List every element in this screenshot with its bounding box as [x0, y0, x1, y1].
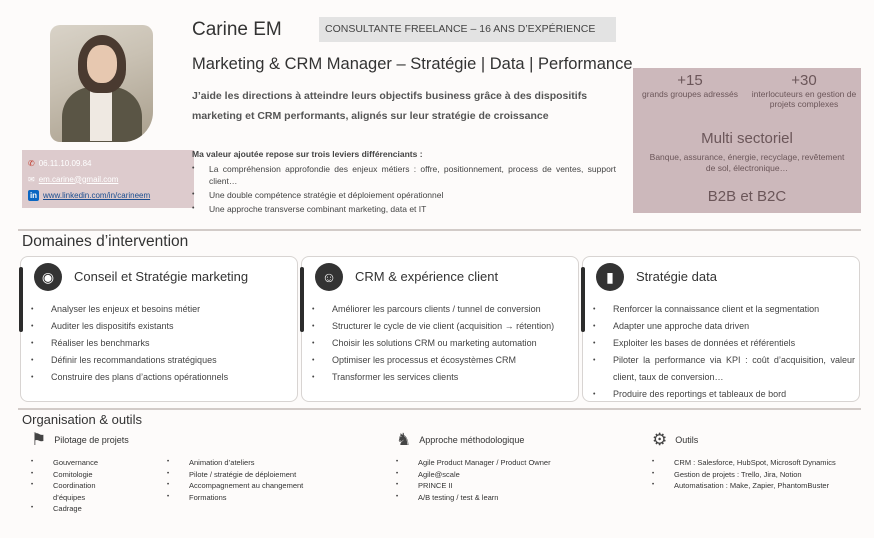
list-item: • Accompagnement au changement — [167, 480, 303, 492]
stat-contacts-number: +30 — [791, 72, 817, 89]
approche-title: Approche méthodologique — [419, 435, 525, 445]
value-item: • La compréhension approfondie des enjeux métiers : offre, positionnement, process de ventes, support client… — [192, 163, 616, 187]
list-item: • Agile@scale — [396, 469, 551, 481]
list-item: • PRINCE II — [396, 480, 551, 492]
approche-list — [396, 457, 551, 503]
experience-badge: CONSULTANTE FREELANCE – 16 ANS D’EXPÉRIENCE — [319, 17, 616, 42]
list-item: • Coordination d’équipes — [31, 480, 127, 503]
phone-number[interactable]: 06.11.10.09.84 — [38, 158, 92, 168]
profile-role: Marketing & CRM Manager – Stratégie | Data | Performance — [192, 55, 633, 73]
list-item: • Réaliser les benchmarks — [31, 335, 228, 352]
pilotage-section — [31, 430, 303, 515]
email-link[interactable]: em.carine@gmail.com — [38, 174, 119, 184]
list-item: • Agile Product Manager / Product Owner — [396, 457, 551, 469]
list-item: • Gestion de projets : Trello, Jira, Notion — [652, 469, 836, 481]
gear-icon: ⚙ — [652, 430, 668, 449]
list-item: • Renforcer la connaissance client et la segmentation — [593, 301, 855, 318]
card-title: Conseil et Stratégie marketing — [74, 269, 249, 284]
list-item: • Cadrage — [31, 503, 127, 515]
card-title: CRM & expérience client — [355, 269, 499, 284]
card-list — [312, 301, 574, 386]
list-item: • Transformer les services clients — [312, 369, 574, 386]
list-item: • Animation d’ateliers — [167, 457, 303, 469]
user-icon: ☺ — [315, 263, 343, 291]
presentation-icon: ⚑ — [31, 430, 47, 449]
linkedin-icon: in — [29, 190, 38, 200]
list-item: • A/B testing / test & learn — [396, 492, 551, 504]
list-item: • Formations — [167, 492, 303, 504]
bar-chart-icon: ▮ — [596, 263, 624, 291]
outils-list — [652, 457, 836, 492]
card-list — [593, 301, 855, 403]
card-strategie-data — [582, 256, 860, 402]
outils-section — [652, 430, 836, 492]
team-icon: ♞ — [396, 430, 412, 449]
list-item: • Choisir les solutions CRM ou marketing automation — [312, 335, 574, 352]
list-item: • Pilote / stratégie de déploiement — [167, 469, 303, 481]
stats-box — [633, 68, 861, 213]
card-accent-bar — [19, 267, 23, 332]
list-item: • Automatisation : Make, Zapier, PhantomBuster — [652, 480, 836, 492]
card-list — [31, 301, 228, 386]
list-item: • Gouvernance — [31, 457, 127, 469]
b2b-b2c: B2B et B2C — [707, 188, 787, 205]
stat-contacts — [747, 72, 861, 109]
value-item: • Une approche transverse combinant marketing, data et IT — [192, 203, 616, 215]
value-list — [192, 163, 616, 217]
profile-photo — [50, 25, 153, 142]
profile-name: Carine EM — [192, 19, 282, 40]
list-item: • Structurer le cycle de vie client (acquisition → rétention) — [312, 318, 574, 335]
list-item: • Analyser les enjeux et besoins métier — [31, 301, 228, 318]
contact-box — [22, 150, 194, 208]
list-item: • Améliorer les parcours clients / tunnel de conversion — [312, 301, 574, 318]
list-item: • Piloter la performance via KPI : coût d’acquisition, valeur client, taux de conversion… — [593, 352, 855, 386]
divider — [18, 229, 861, 231]
stat-groups-number: +15 — [677, 72, 703, 89]
profile-pitch: J’aide les directions à atteindre leurs objectifs business grâce à des dispositifs marketing et CRM performants, alignés sur leur stratégie de croissance — [192, 90, 588, 122]
domains-title: Domaines d’intervention — [22, 233, 189, 250]
list-item: • Exploiter les bases de données et référentiels — [593, 335, 855, 352]
list-item: • Optimiser les processus et écosystèmes CRM — [312, 352, 574, 369]
value-title: Ma valeur ajoutée repose sur trois leviers différenciants : — [192, 149, 423, 159]
contact-email[interactable] — [28, 171, 188, 187]
list-item: • Comitologie — [31, 469, 127, 481]
stat-groups — [633, 72, 747, 99]
stat-groups-label: grands groupes adressés — [642, 89, 738, 99]
stat-contacts-label: interlocuteurs en gestion de projets complexes — [751, 89, 857, 109]
list-item: • Définir les recommandations stratégiques — [31, 352, 228, 369]
outils-title: Outils — [675, 435, 699, 445]
pilotage-list-1 — [31, 457, 127, 515]
card-accent-bar — [300, 267, 304, 332]
contact-phone[interactable] — [28, 155, 188, 171]
linkedin-link[interactable]: www.linkedin.com/in/carineem — [43, 190, 151, 200]
list-item: • Produire des reportings et tableaux de bord — [593, 386, 855, 403]
target-icon: ◉ — [34, 263, 62, 291]
list-item: • Construire des plans d’actions opérationnels — [31, 369, 228, 386]
list-item: • CRM : Salesforce, HubSpot, Microsoft Dynamics — [652, 457, 836, 469]
multi-sector-title: Multi sectoriel — [701, 130, 793, 147]
card-crm-experience — [301, 256, 579, 402]
phone-icon: ✆ — [28, 158, 35, 168]
card-conseil-strategie — [20, 256, 298, 402]
card-accent-bar — [581, 267, 585, 332]
divider — [18, 408, 861, 410]
pilotage-list-2 — [167, 457, 303, 515]
approche-section — [396, 430, 551, 503]
value-item: • Une double compétence stratégie et déploiement opérationnel — [192, 189, 616, 201]
contact-linkedin[interactable] — [28, 187, 188, 203]
mail-icon: ✉ — [28, 174, 35, 184]
multi-sector-list: Banque, assurance, énergie, recyclage, revêtement de sol, électronique… — [649, 152, 845, 173]
pilotage-title: Pilotage de projets — [54, 435, 129, 445]
list-item: • Adapter une approche data driven — [593, 318, 855, 335]
list-item: • Auditer les dispositifs existants — [31, 318, 228, 335]
organisation-title: Organisation & outils — [22, 412, 142, 427]
card-title: Stratégie data — [636, 269, 717, 284]
